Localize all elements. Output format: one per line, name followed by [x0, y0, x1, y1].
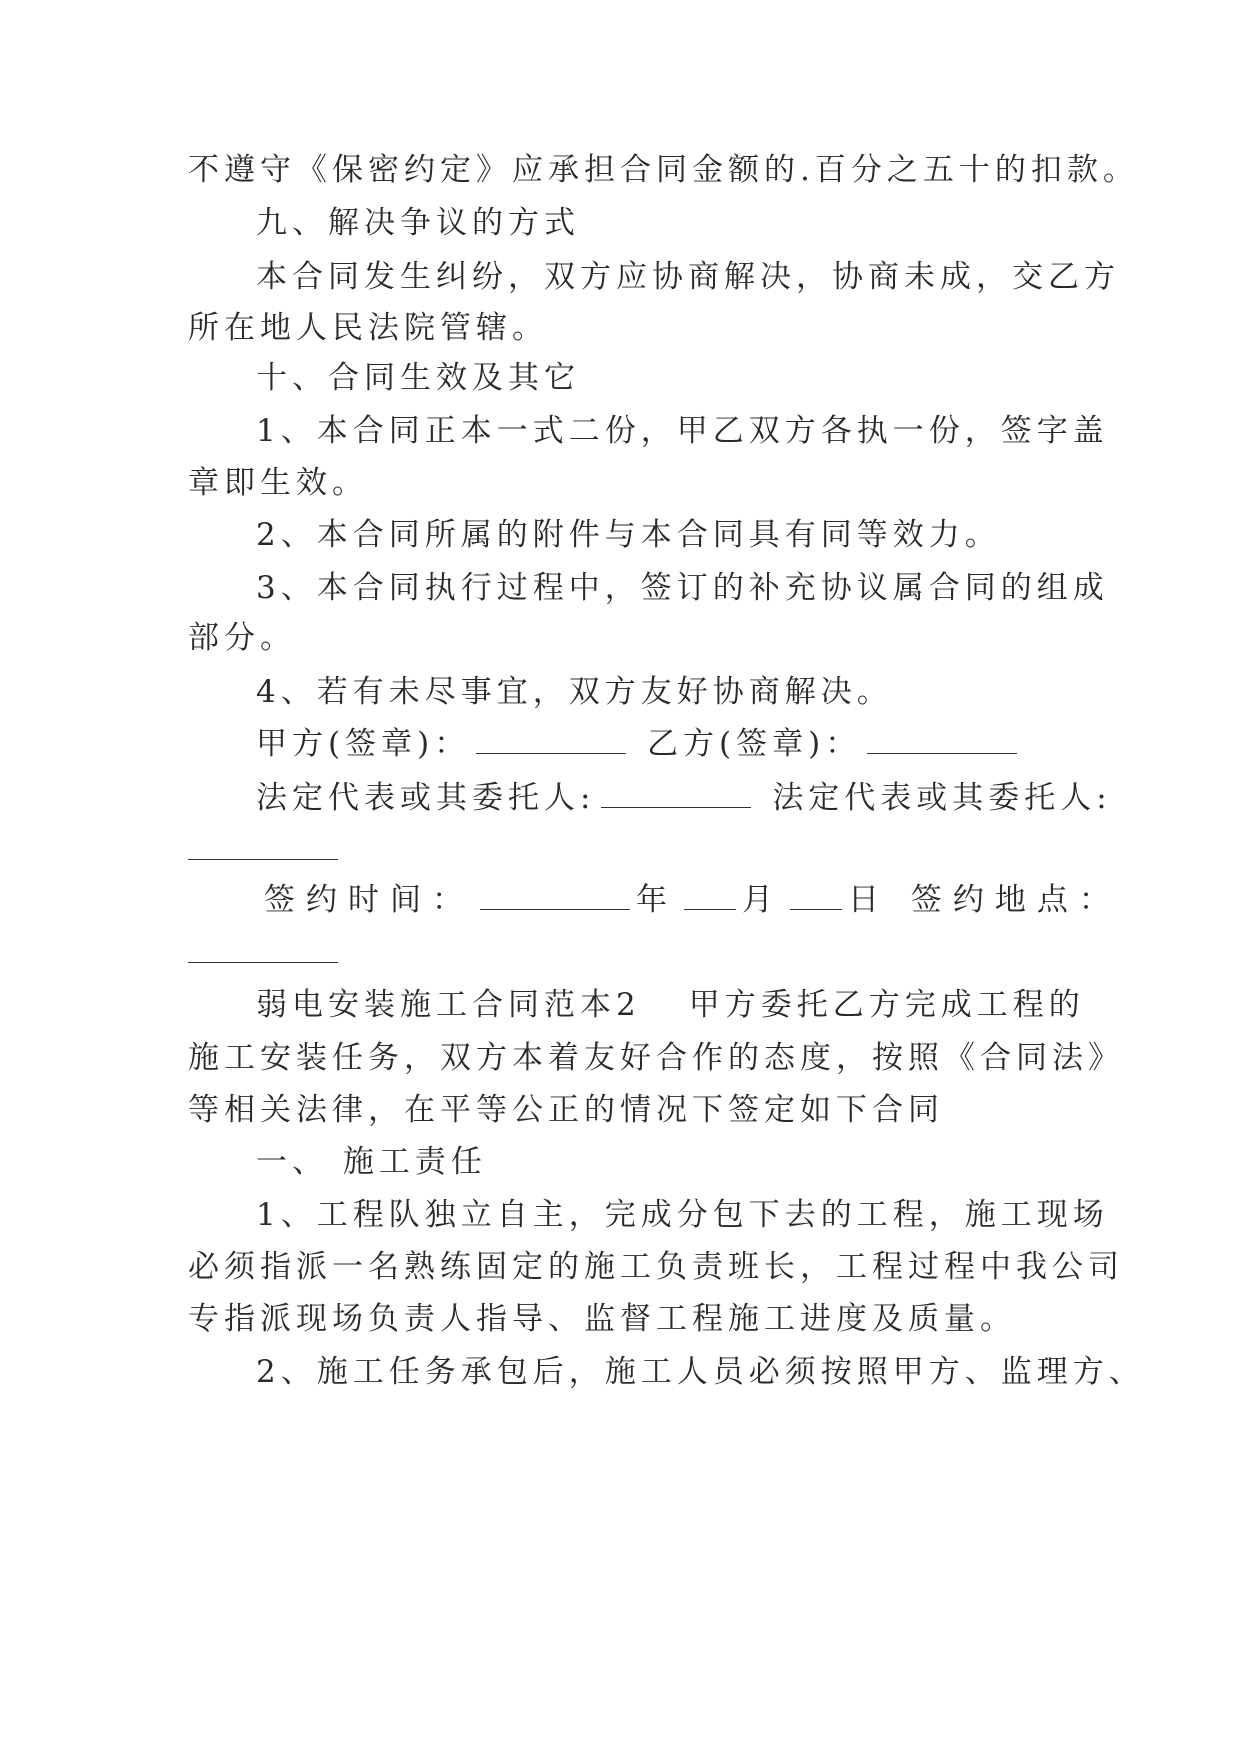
day-label: 日: [848, 882, 890, 918]
section-heading-effect: 十、合同生效及其它: [256, 360, 580, 396]
sign-month-blank[interactable]: [684, 883, 736, 910]
paragraph-line: 等相关法律，在平等公正的情况下签定如下合同: [188, 1092, 944, 1128]
party-b-label: 乙方(签章)：: [647, 726, 862, 762]
party-a-label: 甲方(签章)：: [256, 726, 471, 762]
contract-sample-title: 弱电安装施工合同范本2: [256, 987, 641, 1023]
paragraph-line: 专指派现场负责人指导、监督工程施工进度及质量。: [188, 1301, 1016, 1337]
rep-a-label: 法定代表或其委托人:: [256, 780, 596, 816]
sign-year-blank[interactable]: [480, 883, 630, 910]
signature-row-date-place: [264, 880, 1144, 920]
party-b-signature-blank[interactable]: [867, 727, 1017, 754]
paragraph-text: 甲方委托乙方完成工程的: [688, 987, 1085, 1023]
month-label: 月: [742, 882, 784, 918]
paragraph-line: 本合同发生纠纷，双方应协商解决，协商未成，交乙方: [256, 259, 1120, 295]
paragraph-line: [256, 985, 1136, 1025]
signature-row-place-continuation: [188, 933, 1068, 973]
rep-b-signature-blank[interactable]: [188, 833, 338, 860]
paragraph-line: 2、施工任务承包后，施工人员必须按照甲方、监理方、: [256, 1354, 1145, 1390]
paragraph-line: 所在地人民法院管辖。: [188, 310, 548, 346]
paragraph-line: 部分。: [188, 620, 296, 656]
paragraph-line: 4、若有未尽事宜，双方友好协商解决。: [256, 674, 893, 710]
paragraph-line: 不遵守《保密约定》应承担合同金额的.百分之五十的扣款。: [188, 152, 1139, 188]
year-label: 年: [636, 882, 678, 918]
paragraph-line: 章即生效。: [188, 465, 368, 501]
party-a-signature-blank[interactable]: [476, 727, 626, 754]
signature-row-representatives: [256, 778, 1136, 818]
sign-place-label: 签约地点：: [910, 882, 1121, 918]
rep-b-label: 法定代表或其委托人:: [772, 780, 1112, 816]
paragraph-line: 1、本合同正本一式二份，甲乙双方各执一份，签字盖: [256, 413, 1109, 449]
rep-a-signature-blank[interactable]: [601, 781, 751, 808]
sign-place-blank[interactable]: [188, 936, 338, 963]
paragraph-line: 2、本合同所属的附件与本合同具有同等效力。: [256, 517, 1001, 553]
paragraph-line: 施工安装任务，双方本着友好合作的态度，按照《合同法》: [188, 1040, 1124, 1076]
section-heading-disputes: 九、解决争议的方式: [256, 205, 580, 241]
sign-time-label: 签约时间：: [264, 882, 474, 918]
signature-row-continuation: [188, 830, 1068, 870]
paragraph-line: 3、本合同执行过程中，签订的补充协议属合同的组成: [256, 570, 1109, 606]
paragraph-line: 必须指派一名熟练固定的施工负责班长，工程过程中我公司: [188, 1249, 1124, 1285]
sign-day-blank[interactable]: [790, 883, 842, 910]
section-heading-construction-responsibility: 一、 施工责任: [256, 1144, 487, 1180]
signature-row-parties: [256, 724, 1136, 764]
paragraph-line: 1、工程队独立自主，完成分包下去的工程，施工现场: [256, 1197, 1109, 1233]
